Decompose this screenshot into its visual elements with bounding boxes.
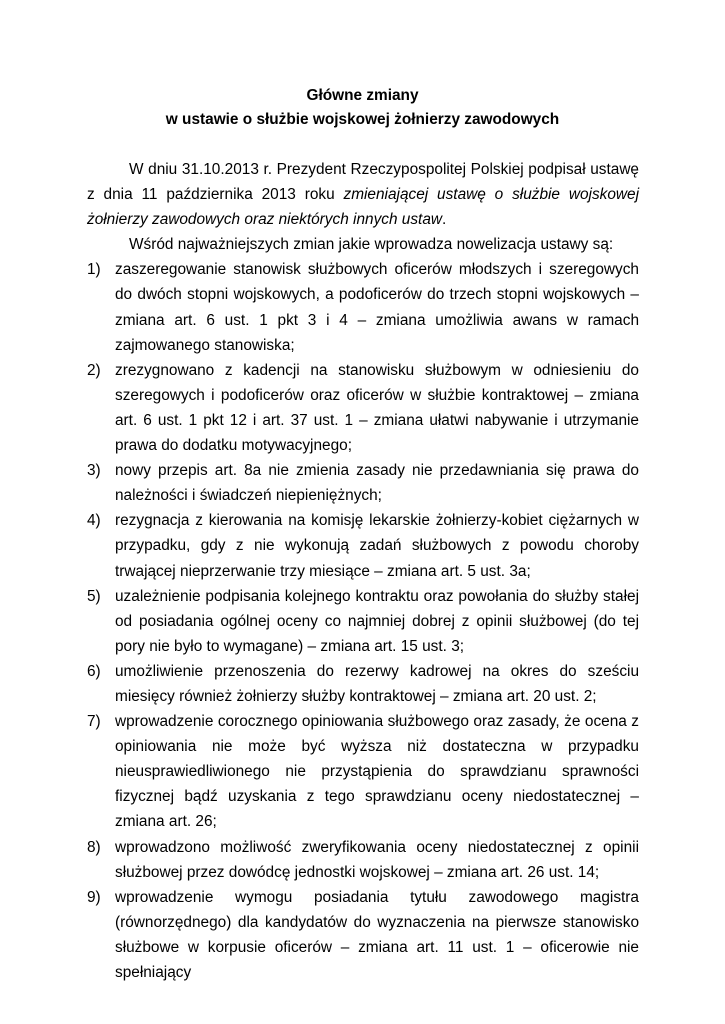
changes-list bbox=[87, 257, 639, 985]
list-item-number: 8) bbox=[87, 838, 101, 856]
intro-italic-act-title: zmieniającej ustawę o służbie wojskowej żołnierzy zawodowych oraz niektórych innych ustaw bbox=[87, 186, 639, 229]
intro-paragraph bbox=[87, 157, 639, 232]
list-item-text: wprowadzenie wymogu posiadania tytułu zawodowego magistra (równorzędnego) dla kandydatów do wyznaczenia na pierwsze stanowisko służbowe w korpusie oficerów – zmiana art. 11 ust. 1 – oficerowie nie spełniający bbox=[115, 888, 639, 981]
list-item-number: 3) bbox=[87, 462, 101, 480]
list-item-text: zrezygnowano z kadencji na stanowisku służbowym w odniesieniu do szeregowych i podoficerów oraz oficerów w służbie kontraktowej – zmiana art. 6 ust. 1 pkt 12 i art. 37 ust. 1 – zmiana ułatwi nabywanie i utrzymanie prawa do dodatku motywacyjnego; bbox=[115, 361, 639, 455]
list-item-number: 9) bbox=[87, 888, 101, 906]
list-item-text: uzależnienie podpisania kolejnego kontraktu oraz powołania do służby stałej od posiadania ogólnej oceny co najmniej dobrej z opinii służbowej (do tej pory nie było to wymagane) – zmiana art. 15 ust. 3; bbox=[115, 587, 639, 655]
list-item bbox=[87, 885, 639, 985]
intro-text: W dniu 31.10.2013 r. Prezydent Rzeczypospolitej Polskiej podpisał ustawę z dnia 11 października 2013 roku bbox=[87, 161, 639, 204]
document-title: Główne zmiany bbox=[306, 87, 419, 104]
list-item bbox=[87, 358, 639, 458]
list-item-number: 7) bbox=[87, 713, 101, 731]
list-item-text: zaszeregowanie stanowisk służbowych oficerów młodszych i szeregowych do dwóch stopni wojskowych, a podoficerów do trzech stopni wojskowych – zmiana art. 6 ust. 1 pkt 3 i 4 – zmiana umożliwia awans w ramach zajmowanego stanowiska; bbox=[115, 261, 639, 354]
list-item bbox=[87, 835, 639, 885]
list-item-text: umożliwienie przenoszenia do rezerwy kadrowej na okres do sześciu miesięcy również żołnierzy służby kontraktowej – zmiana art. 20 ust. 2; bbox=[115, 662, 639, 705]
list-item-number: 4) bbox=[87, 512, 101, 530]
intro-text-end: . bbox=[442, 211, 447, 229]
list-item bbox=[87, 257, 639, 357]
document-body bbox=[87, 157, 639, 985]
list-item bbox=[87, 508, 639, 583]
lead-paragraph: Wśród najważniejszych zmian jakie wprowadza nowelizacja ustawy są: bbox=[129, 236, 614, 254]
list-item-text: wprowadzono możliwość zweryfikowania oceny niedostatecznej z opinii służbowej przez dowódcę jednostki wojskowej – zmiana art. 26 ust. 14; bbox=[115, 838, 639, 881]
list-item-text: wprowadzenie corocznego opiniowania służbowego oraz zasady, że ocena z opiniowania nie może być wyższa niż dostateczna w przypadku nieusprawiedliwionego nie przystąpienia do sprawdzianu sprawności fizycznej bądź uzyskania z tego sprawdzianu oceny niedostatecznej – zmiana art. 26; bbox=[115, 713, 639, 831]
list-item bbox=[87, 584, 639, 659]
list-item bbox=[87, 659, 639, 709]
list-item-number: 6) bbox=[87, 662, 101, 680]
document-subtitle: w ustawie o służbie wojskowej żołnierzy zawodowych bbox=[165, 111, 560, 128]
list-item-number: 5) bbox=[87, 587, 101, 605]
list-item-number: 2) bbox=[87, 361, 101, 379]
list-item bbox=[87, 458, 639, 508]
list-item-number: 1) bbox=[87, 261, 101, 279]
list-item bbox=[87, 709, 639, 834]
list-item-text: rezygnacja z kierowania na komisję lekarskie żołnierzy-kobiet ciężarnych w przypadku, gdy z nie wykonują zadań służbowych z powodu choroby trwającej nieprzerwanie trzy miesiące – zmiana art. 5 ust. 3a; bbox=[115, 512, 639, 580]
list-item-text: nowy przepis art. 8a nie zmienia zasady nie przedawniania się prawa do należności i świadczeń niepieniężnych; bbox=[115, 462, 639, 505]
